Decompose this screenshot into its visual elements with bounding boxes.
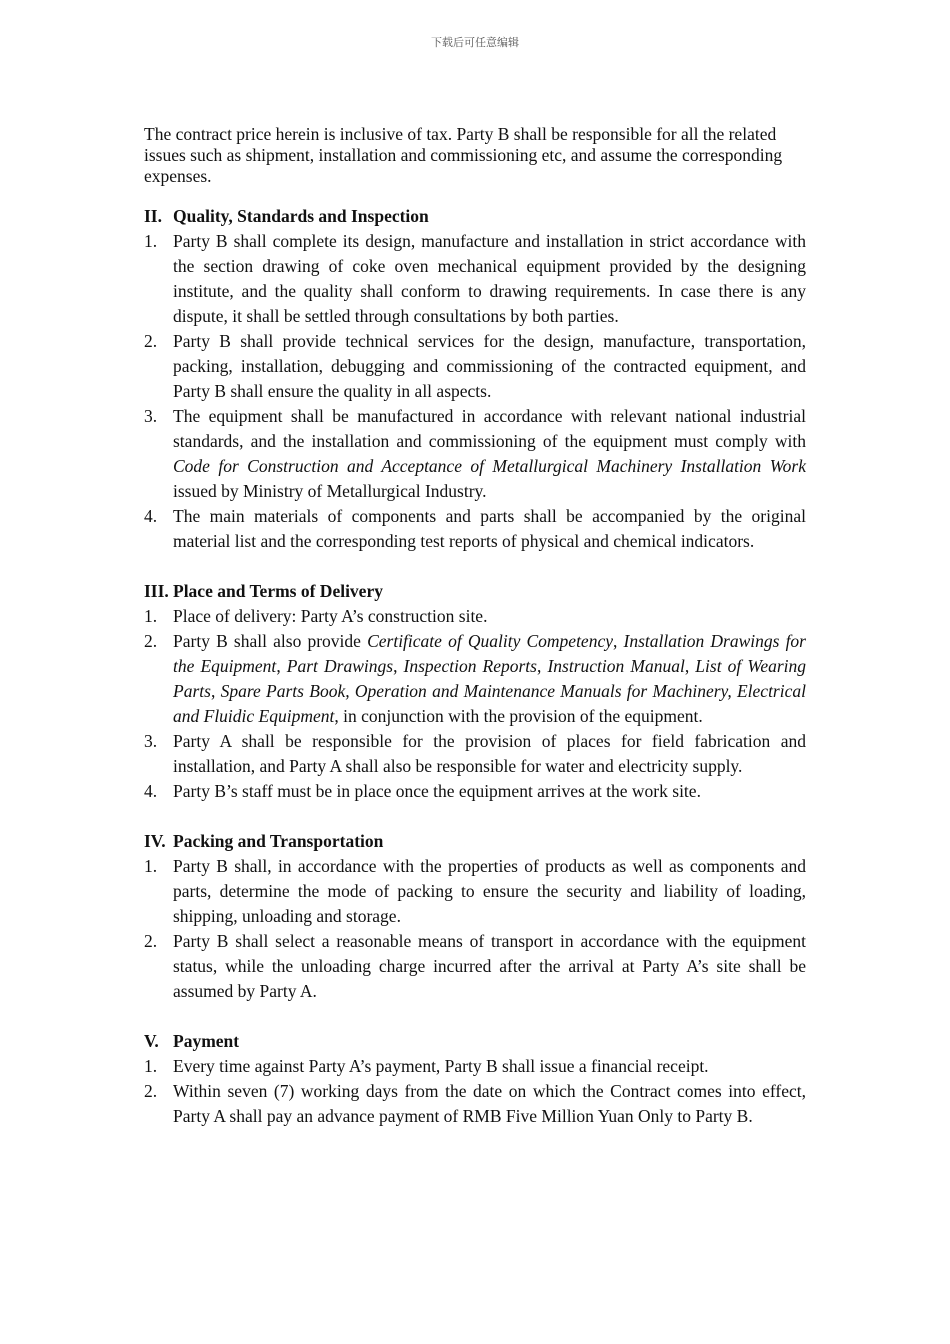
separator: , xyxy=(612,631,624,651)
document-title: Inspection Reports xyxy=(403,656,537,676)
document-title: Part Drawings xyxy=(286,656,394,676)
item-number: 1. xyxy=(144,1056,158,1076)
item-number: 1. xyxy=(144,606,158,626)
separator: , xyxy=(393,656,404,676)
cited-code-title: Code for Construction and Acceptance of Metallurgical Machinery Installation Work xyxy=(173,456,806,476)
item-text: Party A shall be responsible for the provision of places for field fabrication and installation, and Party A shall also be responsible for water and electricity supply. xyxy=(173,731,806,776)
list-item xyxy=(144,604,806,629)
section-heading xyxy=(144,829,806,854)
list-item xyxy=(144,629,806,729)
section-heading xyxy=(144,1029,806,1054)
list-item xyxy=(144,229,806,329)
section-title: Packing and Transportation xyxy=(173,831,384,851)
item-number: 3. xyxy=(144,406,158,426)
item-text-part: , in conjunction with the provision of the equipment. xyxy=(334,706,703,726)
item-text: Within seven (7) working days from the date on which the Contract comes into effect, Party A shall pay an advance payment of RMB Five Million Yuan Only to Party B. xyxy=(173,1081,806,1126)
item-number: 4. xyxy=(144,781,158,801)
list-item xyxy=(144,779,806,804)
section-numeral: IV. xyxy=(144,831,166,851)
section-title: Payment xyxy=(173,1031,240,1051)
section-heading xyxy=(144,579,806,604)
item-text-part: The equipment shall be manufactured in accordance with relevant national industrial standards, and the installation and commissioning of the equipment must comply with xyxy=(173,406,806,451)
separator: , xyxy=(684,656,696,676)
item-number: 2. xyxy=(144,1081,158,1101)
document-body xyxy=(144,124,806,1154)
header-note: 下载后可任意编辑 xyxy=(431,36,519,49)
list-item xyxy=(144,929,806,1004)
intro-paragraph: The contract price herein is inclusive of tax. Party B shall be responsible for all the related issues such as shipment, installation and commissioning etc, and assume the corresponding expenses. xyxy=(144,124,783,186)
section-quality xyxy=(144,204,806,554)
item-number: 4. xyxy=(144,506,158,526)
document-title: List of Wearing Parts xyxy=(173,656,807,701)
list-item xyxy=(144,729,806,779)
section-numeral: II. xyxy=(144,206,162,226)
section-heading xyxy=(144,204,806,229)
section-title: Quality, Standards and Inspection xyxy=(173,206,429,226)
section-payment xyxy=(144,1029,806,1129)
list-item xyxy=(144,1079,806,1129)
item-number: 1. xyxy=(144,231,158,251)
item-text: Party B shall provide technical services for the design, manufacture, transportation, packing, installation, debugging and commissioning of the contracted equipment, and Party B shall ensure the quality in all aspects. xyxy=(173,331,806,401)
item-text: The main materials of components and parts shall be accompanied by the original material list and the corresponding test reports of physical and chemical indicators. xyxy=(173,506,806,551)
separator: , xyxy=(276,656,287,676)
separator: , xyxy=(536,656,548,676)
item-number: 2. xyxy=(144,931,158,951)
item-text: Party B shall select a reasonable means of transport in accordance with the equipment status, while the unloading charge incurred after the arrival at Party A’s site shall be assumed by Party A. xyxy=(173,931,806,1001)
item-text xyxy=(173,629,806,729)
section-delivery xyxy=(144,579,806,804)
document-title: Spare Parts Book, Operation and Maintenance Manuals for Machinery, Electrical and Fluidic Equipment xyxy=(173,681,806,726)
list-item xyxy=(144,854,806,929)
item-text: Party B’s staff must be in place once the equipment arrives at the work site. xyxy=(173,781,701,801)
item-text-part: Party B shall also provide xyxy=(173,631,368,651)
list-item xyxy=(144,1054,806,1079)
item-text: Party B shall complete its design, manufacture and installation in strict accordance with the section drawing of coke oven mechanical equipment provided by the designing institute, and the quality shall conform to drawing requirements. In case there is any dispute, it shall be settled through consultations by both parties. xyxy=(173,231,806,326)
section-packing xyxy=(144,829,806,1004)
section-numeral: III. xyxy=(144,581,169,601)
item-number: 2. xyxy=(144,331,158,351)
item-number: 1. xyxy=(144,856,158,876)
document-title: Installation Drawings for the Equipment xyxy=(173,631,806,676)
list-item xyxy=(144,504,806,554)
document-title: Instruction Manual xyxy=(547,656,685,676)
section-numeral: V. xyxy=(144,1031,159,1051)
separator: , xyxy=(210,681,221,701)
item-text: Party B shall, in accordance with the properties of products as well as components and parts, determine the mode of packing to ensure the security and liability of loading, shipping, unloading and storage. xyxy=(173,856,806,926)
item-number: 2. xyxy=(144,631,158,651)
list-item xyxy=(144,329,806,404)
item-text: Every time against Party A’s payment, Party B shall issue a financial receipt. xyxy=(173,1056,709,1076)
section-title: Place and Terms of Delivery xyxy=(173,581,383,601)
item-text xyxy=(173,404,806,504)
list-item xyxy=(144,404,806,504)
item-number: 3. xyxy=(144,731,158,751)
item-text-part: issued by Ministry of Metallurgical Industry. xyxy=(173,481,487,501)
item-text: Place of delivery: Party A’s construction site. xyxy=(173,606,488,626)
document-title: Certificate of Quality Competency xyxy=(367,631,613,651)
